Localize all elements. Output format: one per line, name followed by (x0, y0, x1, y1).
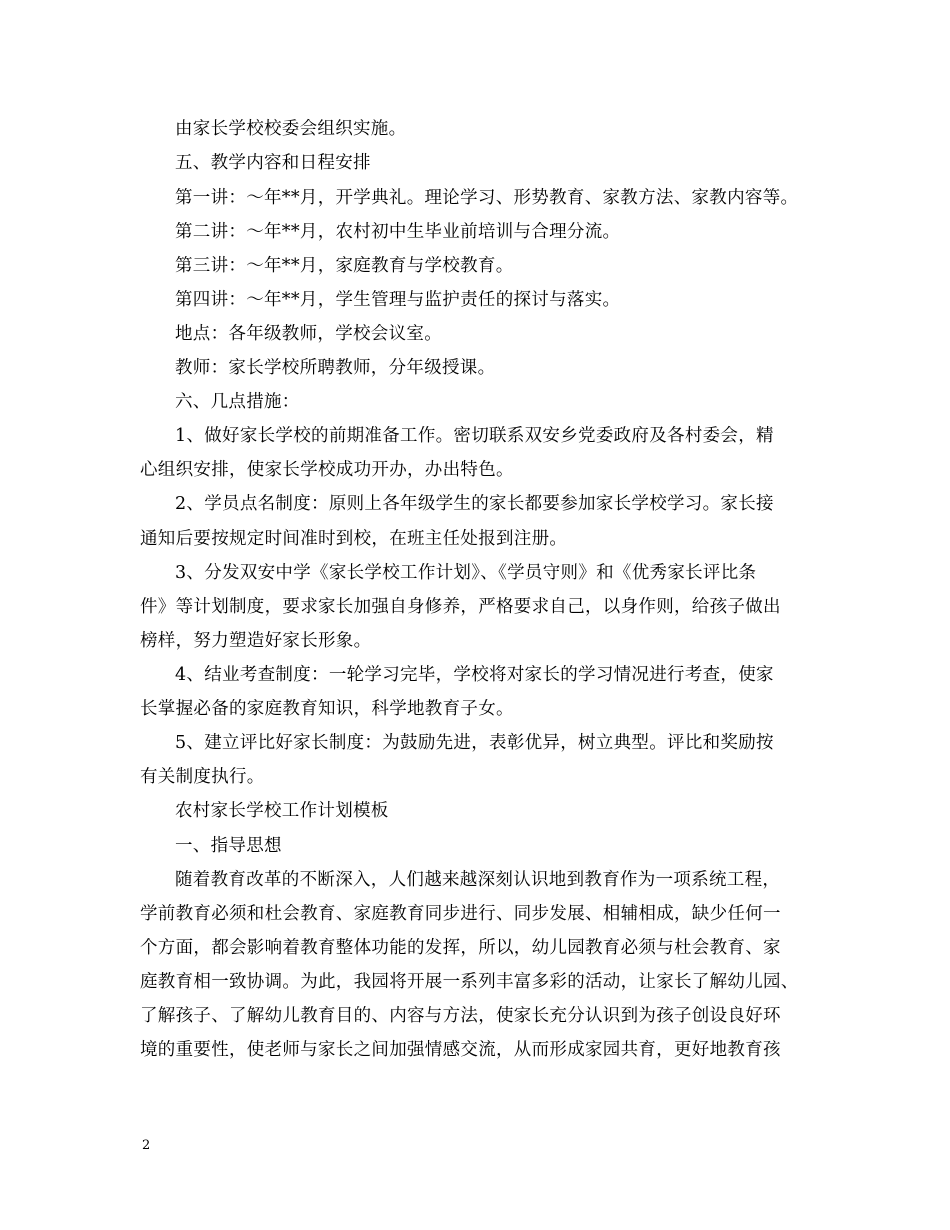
body-line: 5、建立评比好家长制度：为鼓励先进，表彰优异，树立典型。评比和奖励按 (175, 733, 774, 753)
body-line: 通知后要按规定时间准时到校，在班主任处报到注册。 (140, 529, 568, 549)
page-number: 2 (142, 1138, 151, 1153)
body-line: 教师：家长学校所聘教师，分年级授课。 (175, 358, 496, 378)
body-line: 地点：各年级教师，学校会议室。 (175, 324, 442, 344)
body-line: 境的重要性，使老师与家长之间加强情感交流，从而形成家园共育，更好地教育孩 (140, 1040, 781, 1060)
body-line: 1、做好家长学校的前期准备工作。密切联系双安乡党委政府及各村委会，精 (175, 426, 774, 446)
section-heading: 六、几点措施： (175, 392, 300, 412)
section-heading: 一、指导思想 (175, 836, 282, 856)
body-line: 第三讲：～年**月，家庭教育与学校教育。 (175, 256, 514, 276)
body-line: 第二讲：～年**月，农村初中生毕业前培训与合理分流。 (175, 222, 621, 242)
body-line: 第一讲：～年**月，开学典礼。理论学习、形势教育、家教方法、家教内容等。 (175, 188, 799, 208)
body-line: 学前教育必须和杜会教育、家庭教育同步进行、同步发展、相辅相成，缺少任何一 (140, 904, 781, 924)
body-line: 个方面，都会影响着教育整体功能的发挥，所以，幼儿园教育必须与杜会教育、家 (140, 938, 781, 958)
document-title: 农村家长学校工作计划模板 (175, 801, 389, 821)
body-line: 了解孩子、了解幼儿教育目的、内容与方法，使家长充分认识到为孩子创设良好环 (140, 1006, 781, 1026)
body-line: 庭教育相一致协调。为此，我园将开展一系列丰富多彩的活动，让家长了解幼儿园、 (140, 972, 799, 992)
body-line: 榜样，努力塑造好家长形象。 (140, 631, 372, 651)
body-line: 长掌握必备的家庭教育知识，科学地教育子女。 (140, 699, 514, 719)
body-line: 第四讲：～年**月，学生管理与监护责任的探讨与落实。 (175, 290, 621, 310)
body-line: 件》等计划制度，要求家长加强自身修养，严格要求自己，以身作则，给孩子做出 (140, 597, 781, 617)
body-line: 4、结业考查制度：一轮学习完毕，学校将对家长的学习情况进行考查，使家 (175, 665, 774, 685)
body-line: 随着教育改革的不断深入，人们越来越深刻认识地到教育作为一项系统工程， (175, 870, 781, 890)
body-line: 心组织安排，使家长学校成功开办，办出特色。 (140, 460, 514, 480)
body-line: 3、分发双安中学《家长学校工作计划》、《学员守则》和《优秀家长评比条 (175, 563, 757, 583)
section-heading: 五、教学内容和日程安排 (175, 153, 371, 173)
body-line: 由家长学校校委会组织实施。 (175, 119, 407, 139)
body-line: 有关制度执行。 (140, 767, 265, 787)
body-line: 2、学员点名制度：原则上各年级学生的家长都要参加家长学校学习。家长接 (175, 494, 774, 514)
